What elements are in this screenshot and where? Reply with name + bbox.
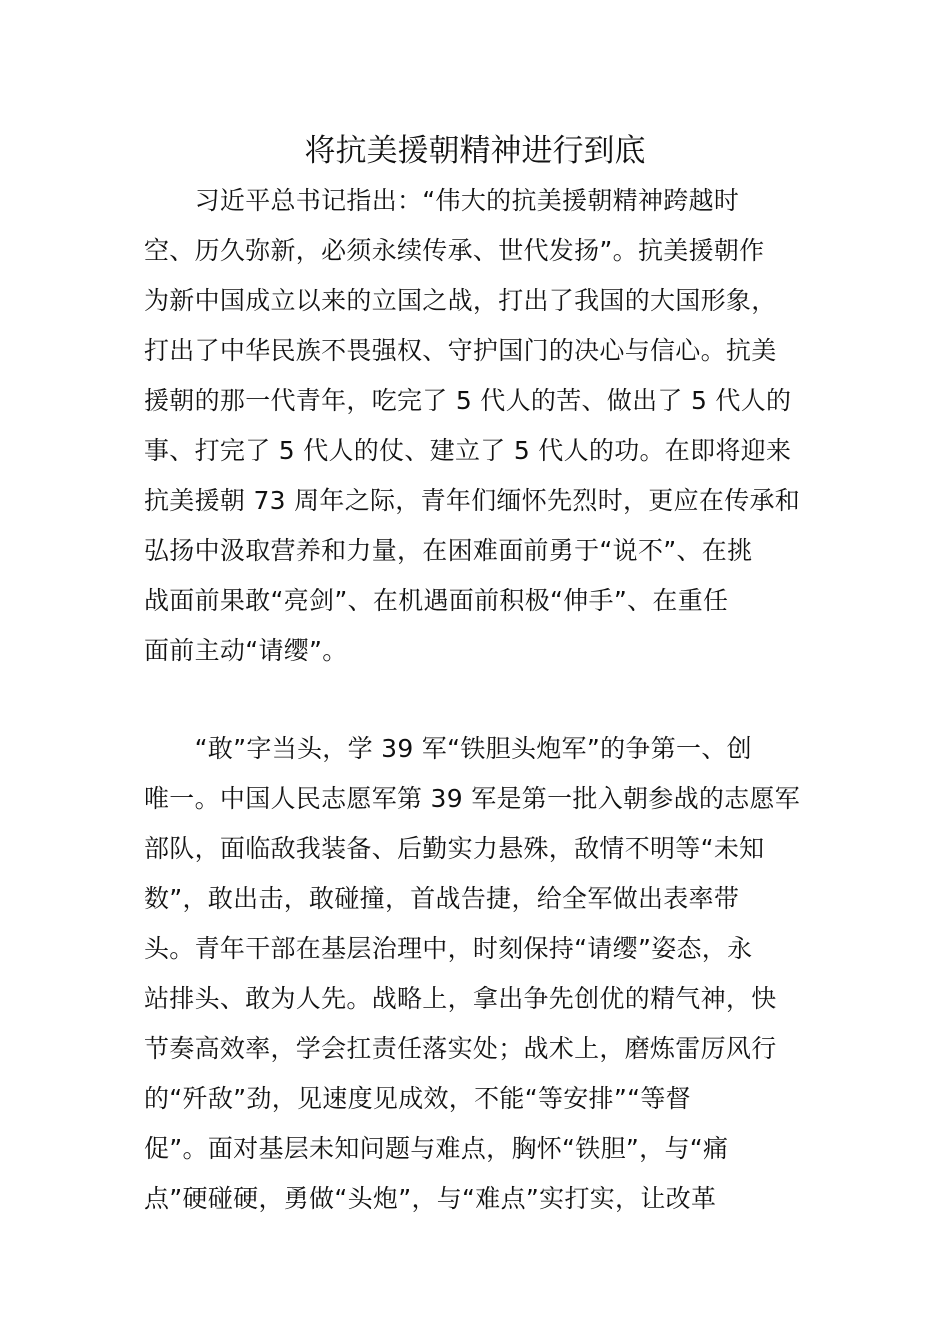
paragraph-line: 部队，面临敌我装备、后勤实力悬殊，敌情不明等“未知 [144,834,765,863]
paragraph-line: 战面前果敢“亮剑”、在机遇面前积极“伸手”、在重任 [144,586,729,615]
paragraph-line: 打出了中华民族不畏强权、守护国门的决心与信心。抗美 [144,336,777,365]
paragraph-line: 弘扬中汲取营养和力量，在困难面前勇于“说不”、在挑 [144,536,753,565]
paragraph-line: 习近平总书记指出：“伟大的抗美援朝精神跨越时 [144,186,740,215]
document-title: 将抗美援朝精神进行到底 [304,133,646,169]
paragraph-line: 事、打完了 5 代人的仗、建立了 5 代人的功。在即将迎来 [144,436,792,465]
paragraph-1 [144,176,824,676]
paragraph-2 [144,724,824,1224]
paragraph-line: 节奏高效率，学会扛责任落实处；战术上，磨炼雷厉风行 [144,1034,777,1063]
paragraph-line: 援朝的那一代青年，吃完了 5 代人的苦、做出了 5 代人的 [144,386,792,415]
paragraph-line: 面前主动“请缨”。 [144,636,348,665]
paragraph-line: 空、历久弥新，必须永续传承、世代发扬”。抗美援朝作 [144,236,765,265]
paragraph-line: “敢”字当头，学 39 军“铁胆头炮军”的争第一、创 [144,734,752,763]
paragraph-line: 头。青年干部在基层治理中，时刻保持“请缨”姿态，永 [144,934,753,963]
paragraph-line: 点”硬碰硬，勇做“头炮”，与“难点”实打实，让改革 [144,1184,717,1213]
paragraph-line: 促”。面对基层未知问题与难点，胸怀“铁胆”，与“痛 [144,1134,729,1163]
paragraph-line: 唯一。中国人民志愿军第 39 军是第一批入朝参战的志愿军 [144,784,801,813]
paragraph-line: 的“歼敌”劲，见速度见成效，不能“等安排”“等督 [144,1084,691,1113]
paragraph-line: 数”，敢出击，敢碰撞，首战告捷，给全军做出表率带 [144,884,740,913]
paragraph-line: 为新中国成立以来的立国之战，打出了我国的大国形象， [144,286,777,315]
paragraph-line: 抗美援朝 73 周年之际，青年们缅怀先烈时，更应在传承和 [144,486,801,515]
paragraph-line: 站排头、敢为人先。战略上，拿出争先创优的精气神，快 [144,984,777,1013]
